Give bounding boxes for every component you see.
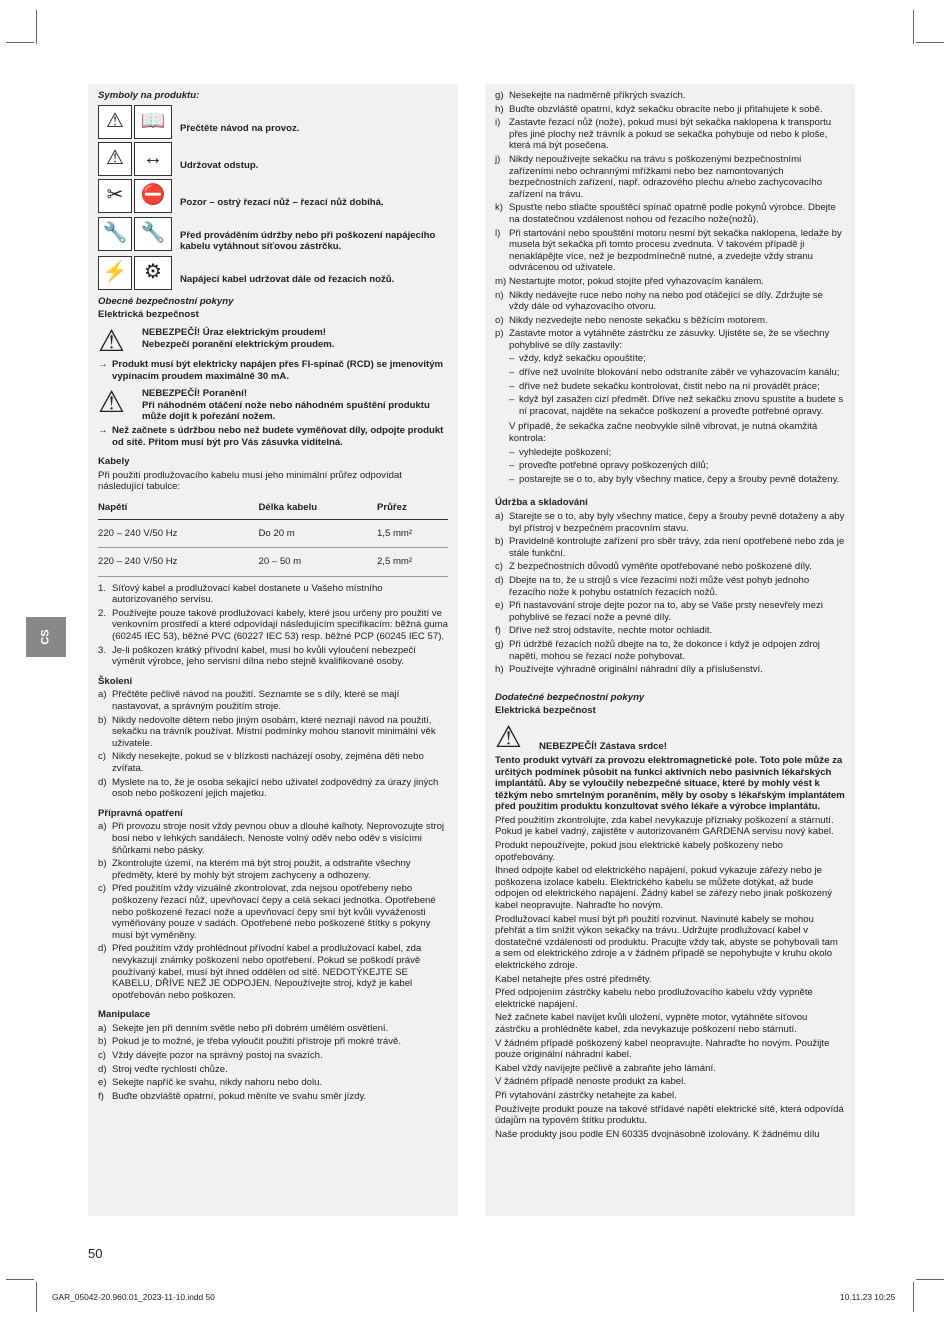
list-marker: f)	[495, 625, 501, 637]
cable-away-from-blades-icon: ⚙	[134, 256, 172, 290]
sharp-blade-icon: ✂	[98, 179, 132, 213]
list-item	[98, 645, 448, 668]
list-text: Buďte obzvláště opatrní, když sekačku obracíte nebo ji přitahujete k sobě.	[509, 103, 823, 115]
list-marker: –	[509, 353, 515, 365]
list-item	[495, 511, 845, 534]
list-item	[98, 583, 448, 606]
symbol-label: Před prováděním údržby nebo při poškození napájecího kabelu vytáhnout síťovou zástrčku.	[180, 229, 436, 253]
maintenance-heading: Údržba a skladování	[495, 497, 588, 509]
list-text: Nikdy nedávejte ruce nebo nohy na nebo pod otáčející se díly. Zdržujte se vždy dále od vyhazovacího otvoru.	[509, 289, 823, 313]
list-marker: a)	[98, 821, 107, 833]
symbols-heading: Symboly na produktu:	[98, 90, 200, 101]
paragraph: Kabel netahejte přes ostré předměty.	[495, 973, 652, 985]
list-item	[98, 943, 448, 1001]
symbol-row-sharp-blade	[98, 179, 448, 213]
warning-triangle-icon: ⚠	[98, 324, 125, 358]
danger-text: Nebezpečí poranění elektrickým proudem.	[142, 338, 335, 350]
paragraph: Ihned odpojte kabel od elektrického napájení, pokud vykazuje zářezy nebo je poškozena izolace kabelu. Elektrického kabelu se můžete dotýkat, až bude odpojen od elektrického napájení. Žádný kabel se zářezy nebo jinak poškozený kabel neopravujte. Nahraďte ho novým.	[495, 865, 833, 912]
list-marker: n)	[495, 289, 504, 301]
crop-mark	[913, 10, 914, 44]
footer-date: 10.11.23 10:25	[840, 1292, 896, 1302]
numbered-list	[98, 583, 448, 668]
list-text: vyhledejte poškození;	[519, 446, 612, 458]
list-item	[98, 608, 448, 643]
list-text: Sekejte jen při denním světle nebo při dobrém umělém osvětlení.	[112, 1022, 389, 1034]
list-marker: c)	[98, 751, 106, 763]
list-item	[495, 664, 845, 676]
crop-mark	[913, 1282, 914, 1312]
list-text: Buďte obzvláště opatrní, pokud měníte ve svahu směr jízdy.	[112, 1090, 367, 1102]
symbol-row-cable-away-from-blades	[98, 256, 448, 290]
list-text: Zkontrolujte území, na kterém má být stroj použit, a odstraňte všechny předměty, které by mohly být strojem zachyceny a odhozeny.	[112, 858, 411, 881]
unplug-before-maintenance-icon: 🔧	[98, 217, 132, 251]
read-manual-icon: ⚠	[98, 105, 132, 139]
list-text: Nikdy nesekejte, pokud se v blízkosti nacházejí osoby, zejména děti nebo zvířata.	[112, 751, 424, 774]
list-item	[495, 536, 845, 559]
list-item	[495, 639, 845, 662]
list-text: Nikdy nezvedejte nebo nenoste sekačku s běžícím motorem.	[509, 314, 768, 326]
list-marker: b)	[98, 714, 107, 726]
list-text: Nesekejte na nadměrně příkrých svazích.	[509, 90, 686, 101]
list-text: Z bezpečnostních důvodů vyměňte opotřebované nebo poškozené díly.	[509, 561, 812, 573]
paragraph: Používejte produkt pouze na takové střídavé napětí elektrické sítě, která odpovídá údajům na typovém štítku produktu.	[495, 1103, 844, 1127]
list-marker: d)	[495, 574, 504, 586]
symbol-label: Přečtěte návod na provoz.	[180, 122, 300, 134]
list-marker: b)	[495, 536, 504, 548]
footer-filename: GAR_05042-20.960.01_2023-11-10.indd 50	[52, 1292, 215, 1302]
extra-heading: Dodatečné bezpečnostní pokyny	[495, 691, 645, 703]
symbol-label: Napájecí kabel udržovat dále od řezacích nožů.	[180, 273, 395, 285]
table-cell: 220 – 240 V/50 Hz	[98, 548, 258, 577]
list-item	[98, 1091, 448, 1103]
list-marker: –	[509, 446, 515, 458]
list-marker: 2.	[98, 607, 107, 619]
danger-heart-block	[495, 720, 845, 754]
list-text: Pravidelně kontrolujte zařízení pro sběr trávy, zda není opotřebené nebo zda je stále funkční.	[509, 536, 845, 559]
table-header: Napětí	[98, 497, 258, 519]
list-text: postarejte se o to, aby byly všechny matice, čepy a šrouby pevně dotaženy.	[519, 473, 840, 485]
table-header: Délka kabelu	[258, 497, 376, 519]
table-cell: Do 20 m	[258, 519, 376, 548]
list-item	[98, 689, 448, 712]
list-marker: i)	[495, 117, 501, 129]
symbols-list	[98, 105, 448, 290]
crop-mark	[36, 10, 37, 44]
list-text: Před použitím vždy prohlédnout přívodní kabel a prodlužovací kabel, zda nevykazují známky poškození nebo opotřebení. Pokud se poškodí právě používaný kabel, musí být ihned oddělen od sítě. NEDOTÝKEJTE SE KABELU, DŘÍVE NEŽ JE ODPOJEN. Nepoužívejte stroj, když je kabel opotřebován nebo poškozen.	[112, 943, 422, 1001]
list-marker: a)	[98, 689, 107, 701]
danger-text: Při náhodném otáčení nože nebo náhodném spuštění produktu může dojít k pořezání nožem.	[142, 399, 430, 423]
cables-text: Při použití prodlužovacího kabelu musí jeho minimální průřez odpovídat následující tabulce:	[98, 469, 402, 493]
table-cell: 20 – 50 m	[258, 548, 376, 577]
list-marker: –	[509, 380, 515, 392]
instruction-text: Produkt musí být elektricky napájen přes FI-spínač (RCD) se jmenovitým vypínacím proudem maximálně 30 mA.	[112, 358, 444, 382]
list-item	[98, 1050, 448, 1062]
list-text: Nikdy nedovolte dětem nebo jiným osobám, které neznají návod na použití, sekačku na trávník používat. Místní podmínky mohou stanovit minimální věk uživatele.	[112, 714, 436, 749]
handling-heading: Manipulace	[98, 1009, 151, 1021]
list-text: když byl zasažen cizí předmět. Dříve než sekačku znovu spustíte a budete s ní pracovat, najděte na sekačce poškození a proveďte potřebné opravy.	[519, 394, 844, 417]
list-item	[495, 228, 845, 274]
list-marker: d)	[98, 776, 107, 788]
list-marker: g)	[495, 90, 504, 101]
table-header: Průřez	[377, 497, 448, 519]
handling-list	[98, 1023, 448, 1103]
list-marker: a)	[495, 511, 504, 522]
list-text: Používejte pouze takové prodlužovací kabely, které jsou určeny pro použití ve venkovním prostředí a které odpovídají následujícím specifikacím: běžná guma (60245 IEC 53), běžné PVC (60227 IEC 53) resp. běžné PCP (60245 IEC 57).	[112, 607, 448, 643]
list-text: Nestartujte motor, pokud stojíte před vyhazovacím kanálem.	[509, 275, 764, 287]
list-marker: c)	[98, 883, 106, 895]
extra-electrical-heading: Elektrická bezpečnost	[495, 705, 596, 717]
list-marker: g)	[495, 638, 504, 650]
danger-electric-block	[98, 324, 448, 358]
handling-list-continued	[495, 90, 845, 351]
instruction-arrow	[98, 359, 448, 382]
paragraph: V žádném případě nenoste produkt za kabel.	[495, 1076, 686, 1088]
list-item	[98, 858, 448, 881]
danger-injury-block	[98, 388, 448, 423]
paragraph: Při vytahování zástrčky netahejte za kabel.	[495, 1089, 677, 1101]
table-cell: 1,5 mm²	[377, 519, 448, 548]
paragraph: Kabel vždy navíjejte pečlivě a zabraňte jeho lámání.	[495, 1062, 716, 1074]
list-marker: p)	[495, 328, 504, 340]
crop-mark	[6, 42, 34, 43]
symbol-row-unplug-before-maintenance	[98, 216, 448, 253]
danger-text: Tento produkt vytváří za provozu elektromagnetické pole. Toto pole může za určitých podmínek působit na funkci aktivních nebo pasivních lékařských implantátů. Aby se vyloučily nebezpečné situace, které by mohly vést k těžkým nebo smrtelným poraněním, měly by osoby s lékařským implantátem před použitím produktu konzultovat svého lékaře a výrobce implantátu.	[495, 754, 845, 813]
list-marker: l)	[495, 227, 501, 239]
warning-triangle-icon: ⚠	[98, 386, 125, 420]
list-item	[509, 353, 845, 365]
crop-mark	[6, 1279, 34, 1280]
paragraphs	[495, 815, 845, 1140]
list-text: Spusťte nebo stlačte spouštěcí spínač opatrně podle pokynů výrobce. Dbejte na dostatečnou vzdálenost nohou od řezacího nože(nožů).	[509, 202, 836, 225]
paragraph: V žádném případě poškozený kabel neopravujte. Nahraďte ho novým. Použijte pouze originální náhradní kabel.	[495, 1037, 830, 1061]
electrical-heading: Elektrická bezpečnost	[98, 309, 199, 321]
list-item	[98, 1064, 448, 1076]
list-marker: j)	[495, 153, 501, 165]
language-tab: CS	[26, 617, 66, 657]
paragraph: Produkt nepoužívejte, pokud jsou elektrické kabely poškozeny nebo opotřebovány.	[495, 840, 783, 863]
general-heading: Obecné bezpečnostní pokyny	[98, 295, 234, 307]
list-item	[98, 1023, 448, 1035]
list-text: Vždy dávejte pozor na správný postoj na svazích.	[112, 1050, 323, 1062]
list-marker: e)	[98, 1077, 107, 1089]
list-item	[509, 474, 845, 486]
list-text: Přečtěte pečlivě návod na použití. Seznamte se s díly, které se mají nastavovat, a správným použitím stroje.	[112, 689, 400, 713]
list-item	[495, 90, 845, 102]
training-heading: Školení	[98, 675, 133, 687]
list-marker: d)	[98, 1063, 107, 1075]
cables-heading: Kabely	[98, 456, 130, 468]
table-cell: 2,5 mm²	[377, 548, 448, 577]
table-row	[98, 519, 448, 548]
keep-distance-icon: ⚠	[98, 142, 132, 176]
list-item	[98, 1077, 448, 1089]
list-item	[509, 447, 845, 459]
read-manual-icon: 📖	[134, 105, 172, 139]
right-column	[485, 84, 855, 1216]
list-marker: c)	[98, 1050, 106, 1062]
list-item	[98, 883, 448, 941]
arrow-right-icon: →	[98, 358, 108, 370]
list-marker: o)	[495, 314, 504, 326]
list-text: Starejte se o to, aby byly všechny matice, čepy a šrouby pevně dotaženy a aby byl přístroj v bezpečném pracovním stavu.	[509, 511, 845, 534]
list-marker: d)	[98, 943, 107, 955]
list-text: vždy, když sekačku opouštíte;	[519, 353, 646, 365]
vibrate-text: V případě, že sekačka začne neobvykle silně vibrovat, je nutná okamžitá kontrola:	[509, 421, 818, 445]
list-item	[495, 625, 845, 637]
list-marker: k)	[495, 202, 503, 214]
list-text: Před použitím vždy vizuálně zkontrolovat, zda nejsou opotřebeny nebo poškozeny řezací nůž, upevňovací čepy a celá sekací jednotka. Opotřebené nebo poškozené řezací nože a upevňovací čepy smí být kvůli vyváženosti vyměňovány pouze v sadách. Opotřebené nebo poškozené štítky s pokyny musí být vyměněny.	[112, 883, 436, 941]
list-marker: h)	[495, 664, 504, 676]
list-item	[509, 394, 845, 417]
maintenance-list	[495, 511, 845, 676]
list-text: Myslete na to, že je osoba sekající nebo uživatel zodpovědný za úrazy jiných osob nebo poškození jejich majetku.	[112, 776, 439, 800]
list-marker: a)	[98, 1022, 107, 1034]
list-marker: e)	[495, 600, 504, 612]
list-item	[495, 202, 845, 225]
training-list	[98, 689, 448, 799]
symbol-row-read-manual	[98, 105, 448, 139]
list-item	[98, 821, 448, 856]
list-marker: –	[509, 394, 515, 406]
list-item	[98, 751, 448, 774]
keep-distance-icon: ↔	[134, 142, 172, 176]
danger-title: NEBEZPEČÍ! Úraz elektrickým proudem!	[142, 326, 326, 338]
list-text: Síťový kabel a prodlužovací kabel dostanete u Vašeho místního autorizovaného servisu.	[112, 582, 383, 606]
unplug-before-maintenance-icon: 🔧	[134, 217, 172, 251]
warning-triangle-icon: ⚠	[495, 720, 522, 754]
list-text: Pokud je to možné, je třeba vyloučit použití přístroje při mokré trávě.	[112, 1036, 402, 1048]
list-text: Při údržbě řezacích nožů dbejte na to, že dokonce i když je odpojen zdroj napětí, mohou se řezací nože pohybovat.	[509, 638, 820, 662]
list-text: Stroj veďte rychlostí chůze.	[112, 1063, 228, 1075]
list-text: Používejte výhradně originální náhradní díly a příslušenství.	[509, 664, 763, 676]
list-marker: h)	[495, 103, 504, 115]
list-text: Sekejte napříč ke svahu, nikdy nahoru nebo dolu.	[112, 1077, 323, 1089]
page-number: 50	[88, 1246, 103, 1261]
list-text: Nikdy nepoužívejte sekačku na trávu s poškozenými bezpečnostními zařízeními nebo ochrannými mřížkami nebo bez namontovaných bezpečnostních zařízení, např. odrazového plechu a/nebo zachycovacího zařízení na trávu.	[509, 153, 823, 200]
list-marker: –	[509, 473, 515, 485]
list-item	[98, 777, 448, 800]
list-text: proveďte potřebné opravy poškozených dílů;	[519, 460, 709, 472]
instruction-text: Než začnete s údržbou nebo než budete vyměňovat díly, odpojte produkt od sítě. Přitom musí být pro Vás zásuvka viditelná.	[112, 424, 444, 448]
dash-list	[495, 447, 845, 486]
list-text: Při provozu stroje nosit vždy pevnou obuv a dlouhé kalhoty. Neprovozujte stroj bosi nebo v lehkých sandálech. Nenoste volný oděv nebo oděv s visícími šňůrkami nebo pásky.	[112, 821, 445, 856]
list-item	[495, 104, 845, 116]
list-marker: 3.	[98, 644, 107, 656]
list-item	[495, 575, 845, 598]
list-text: Je-li poškozen krátký přívodní kabel, musí ho kvůli vyloučení nebezpečí výměnit výrobce, jeho servisní dílna nebo stejně kvalifikované osoby.	[112, 644, 416, 668]
crop-mark	[916, 1279, 944, 1280]
list-text: Zastavte řezací nůž (nože), pokud musí být sekačka naklopena k transportu přes jiné plochy než trávník a pokud se sekačka pohybuje od nebo k ploše, která má být posečena.	[509, 117, 832, 152]
list-text: Dříve než stroj odstavíte, nechte motor ochladit.	[509, 625, 713, 637]
list-marker: –	[509, 367, 515, 379]
crop-mark	[916, 42, 944, 43]
cable-away-from-blades-icon: ⚡	[98, 256, 132, 290]
list-text: Zastavte motor a vytáhněte zástrčku ze zásuvky. Ujistěte se, že se všechny pohyblivé se díly zastavily:	[509, 328, 830, 351]
paragraph: Před použitím zkontrolujte, zda kabel nevykazuje příznaky poškození a stárnutí. Pokud je kabel vadný, zajistěte v autorizovaném GARDENA servisu nový kabel.	[495, 814, 834, 838]
list-item	[495, 290, 845, 313]
list-marker: b)	[98, 1036, 107, 1048]
symbol-label: Pozor – ostrý řezací nůž – řezací nůž dobíhá.	[180, 196, 384, 208]
list-item	[509, 367, 845, 379]
list-text: Dbejte na to, že u strojů s více řezacími noži může vést pohyb jednoho řezacího nože k pohybu ostatních řezacích nožů.	[509, 574, 810, 598]
sharp-blade-icon: ⛔	[134, 179, 172, 213]
list-item	[98, 715, 448, 750]
prep-heading: Přípravná opatření	[98, 807, 183, 819]
table-cell: 220 – 240 V/50 Hz	[98, 519, 258, 548]
list-item	[495, 561, 845, 573]
list-item	[98, 1036, 448, 1048]
paragraph: Než začnete kabel navíjet kvůli uložení, vypněte motor, vytáhněte síťovou zástrčku a prohlédněte kabel, zda nevykazuje poškození nebo stárnutí.	[495, 1012, 808, 1035]
list-item	[509, 460, 845, 472]
list-marker: m)	[495, 275, 507, 287]
dash-list	[495, 353, 845, 417]
list-item	[495, 600, 845, 623]
list-text: Při nastavování stroje dejte pozor na to, aby se Vaše prsty nesevřely mezi pohyblivé se řezací nože a pevné díly.	[509, 600, 823, 623]
list-marker: c)	[495, 561, 503, 573]
list-item	[495, 315, 845, 327]
symbol-row-keep-distance	[98, 142, 448, 176]
list-item	[495, 276, 845, 288]
symbol-label: Udržovat odstup.	[180, 159, 259, 171]
list-text: dříve než uvolníte blokování nebo odstraníte záběr ve vyhazovacím kanálu;	[519, 367, 840, 379]
paragraph: Před odpojením zástrčky kabelu nebo prodlužovacího kabelu vždy vypněte elektrické napájení.	[495, 987, 813, 1010]
list-item	[509, 381, 845, 393]
list-item	[495, 328, 845, 351]
prep-list	[98, 821, 448, 1001]
list-item	[495, 117, 845, 152]
left-column	[88, 84, 458, 1216]
list-marker: f)	[98, 1090, 104, 1102]
danger-title: NEBEZPEČÍ! Zástava srdce!	[539, 741, 667, 753]
cable-table	[98, 497, 448, 577]
list-marker: 1.	[98, 582, 107, 594]
danger-title: NEBEZPEČÍ! Poranění!	[142, 388, 248, 400]
list-item	[495, 154, 845, 200]
paragraph: Naše produkty jsou podle EN 60335 dvojnásobně izolovány. K žádnému dílu	[495, 1128, 820, 1140]
list-marker: b)	[98, 858, 107, 870]
list-text: Při startování nebo spouštění motoru nesmí být sekačka naklopena, ledaže by musela být sekačka při tomto procesu zvednuta. V takovém případě ji nenaklápějte více, než je bezpodmínečně nutné, a zvedejte vždy stranu odvrácenou od uživatele.	[509, 227, 842, 274]
paragraph: Prodlužovací kabel musí být při použití rozvinut. Navinuté kabely se mohou přehřát a tím snížit výkon sekačky na trávu. Udržujte prodlužovací kabel v dostatečné vzdálenosti od produktu. Pracujte vždy tak, abyste se pohybovali tam a sem od elektrického zdroje a v žádném případě se nepohybujte v kruhu okolo elektrického zdroje.	[495, 913, 838, 971]
list-marker: –	[509, 460, 515, 472]
list-text: dříve než budete sekačku kontrolovat, čistit nebo na ní provádět práce;	[519, 380, 820, 392]
arrow-right-icon: →	[98, 424, 108, 436]
instruction-arrow	[98, 425, 448, 448]
table-row	[98, 548, 448, 577]
crop-mark	[36, 1282, 37, 1312]
